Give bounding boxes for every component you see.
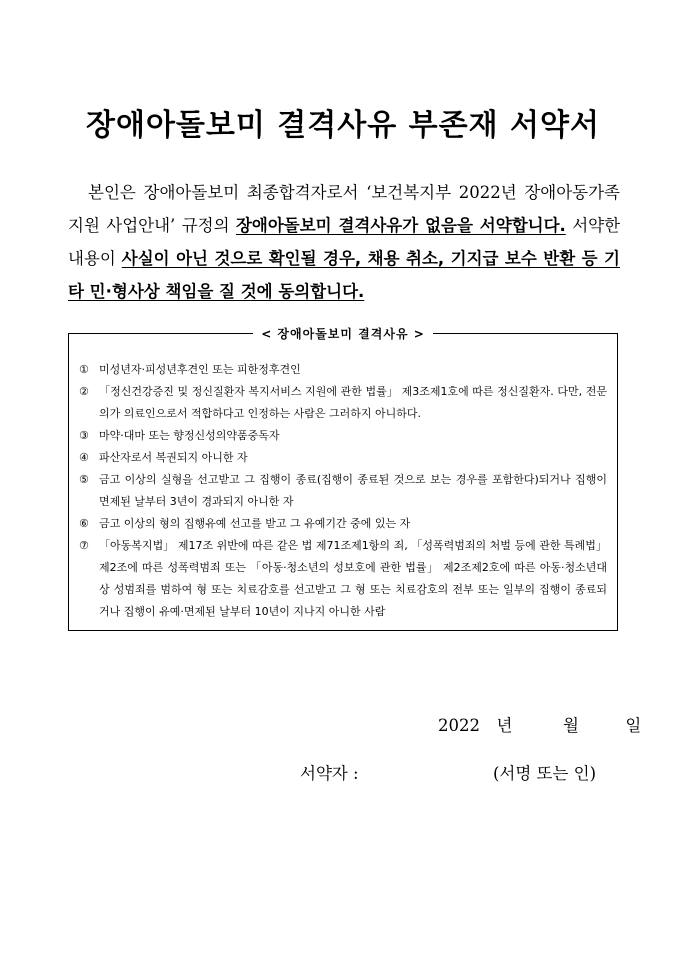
date-year-unit: 년 <box>496 716 513 735</box>
pledge-statement <box>68 176 620 308</box>
signature-note: (서명 또는 인) <box>493 764 597 783</box>
pledge-text-1: 본인은 장애아돌보미 최종합격자로서 ‘보건복지부 2022년 장애아동가족지원 사업안내’ 규정의 <box>68 183 620 235</box>
list-item: ② 「정신건강증진 및 정신질환자 복지서비스 지원에 관한 법률」 제3조제1호에 따른 정신질환자. 다만, 전문의가 의료인으로서 적합하다고 인정하는 사람은 그러하지 아니하다. <box>79 385 607 420</box>
disqualification-list <box>79 359 607 623</box>
pledge-emphasis-1: 장애아돌보미 결격사유가 없음을 서약합니다. <box>235 216 566 235</box>
signer-label: 서약자 : <box>300 764 359 783</box>
date-day-unit: 일 <box>625 716 642 735</box>
list-item: ⑦ 「아동복지법」 제17조 위반에 따른 같은 법 제71조제1항의 죄, 「성폭력범죄의 처벌 등에 관한 특례법」 제2조에 따른 성폭력범죄 또는 「아동·청소년의 성보호에 관한 법률」 제2조제2호에 따른 아동·청소년대상 성범죄를 범하여 형 또는 치료감호를 선고받고 그 형 또는 치료감호의 전부 또는 일부의 집행이 종료되거나 집행이 유예·면제된 날부터 10년이 지나지 아니한 사람 <box>79 539 607 618</box>
pledge-emphasis-2: 사실이 아닌 것으로 확인될 경우, 채용 취소, 기지급 보수 반환 등 기타 민·형사상 책임을 질 것에 동의합니다. <box>68 249 620 301</box>
page-title: 장애아돌보미 결격사유 부존재 서약서 <box>85 108 600 143</box>
disqualification-heading: < 장애아돌보미 결격사유 > <box>69 325 617 343</box>
list-item: ③ 마약·대마 또는 향정신성의약품중독자 <box>79 429 280 442</box>
date-line <box>438 712 641 736</box>
disqualification-box <box>68 327 618 631</box>
pledge-text-2: 서약한 내용이 <box>68 216 621 268</box>
date-month-unit: 월 <box>562 716 579 735</box>
list-item: ⑥ 금고 이상의 형의 집행유예 선고를 받고 그 유예기간 중에 있는 자 <box>79 517 411 530</box>
list-item: ⑤ 금고 이상의 실형을 선고받고 그 집행이 종료(집행이 종료된 것으로 보는 경우를 포함한다)되거나 집행이 면제된 날부터 3년이 경과되지 아니한 자 <box>79 473 607 508</box>
list-item: ④ 파산자로서 복권되지 아니한 자 <box>79 451 248 464</box>
list-item: ① 미성년자·피성년후견인 또는 피한정후견인 <box>79 363 301 376</box>
date-year: 2022 <box>438 716 480 735</box>
